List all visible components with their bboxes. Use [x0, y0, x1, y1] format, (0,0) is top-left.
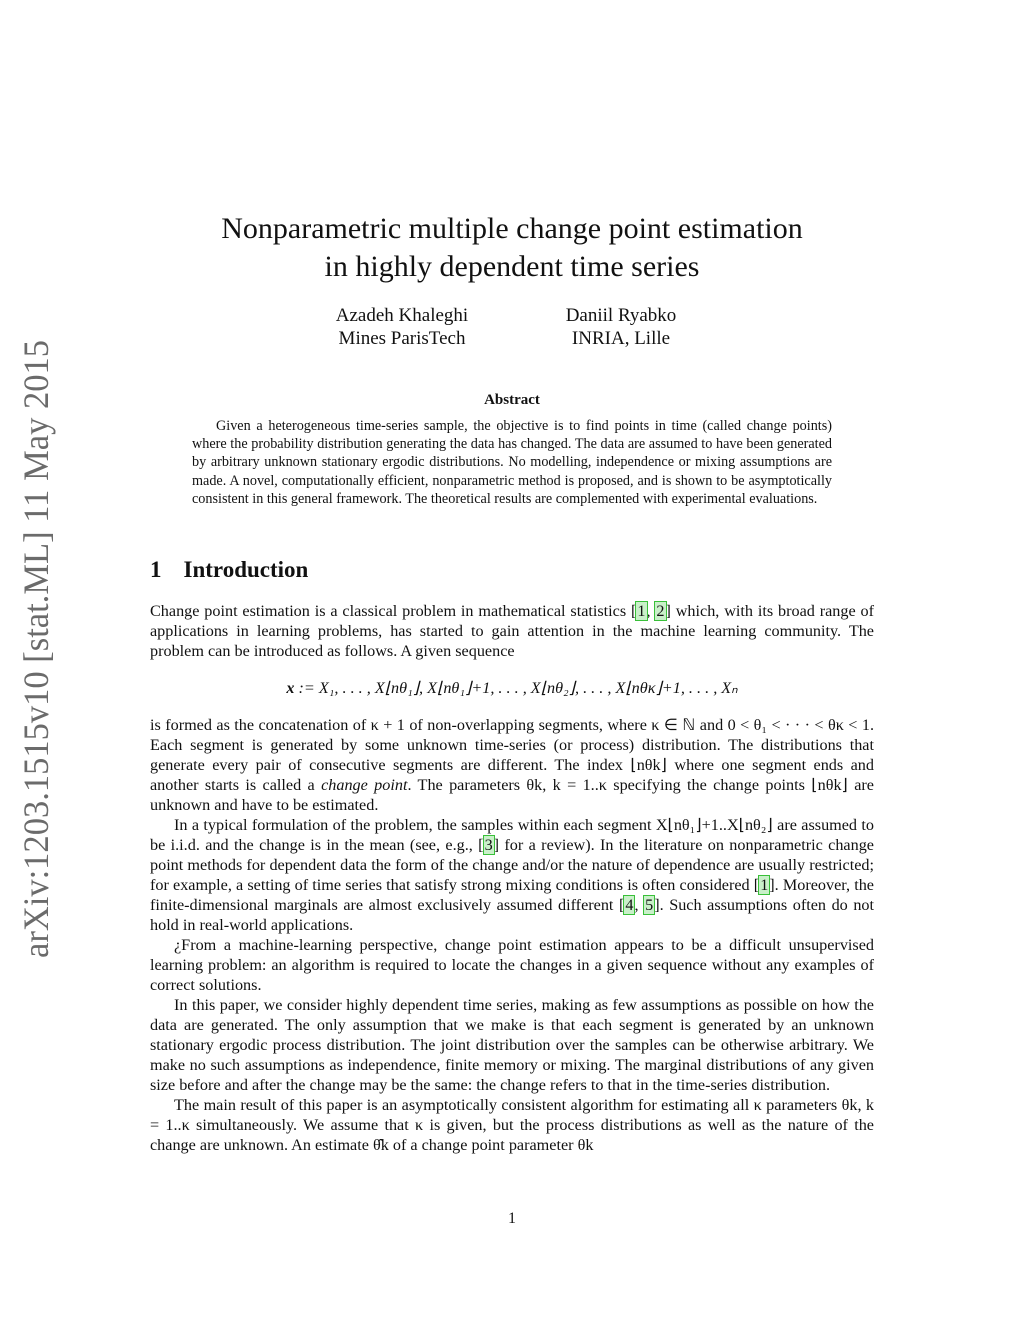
citation-link[interactable]: 1 — [760, 876, 769, 894]
section-number: 1 — [150, 557, 162, 582]
paragraph-5: In this paper, we consider highly dependent time series, making as few assumptions as possible on how the data are generated. The only assumption that we make is that each segment is generated by an unknown stationary ergodic process distribution. The joint distribution over the samples can be otherwise arbitrary. We make no such assumptions as independence, finite memory or mixing. The marginal distributions of any given size before and after the change may be the same: the change refers to that in the time-series distribution. — [150, 996, 874, 1094]
author-block-1 — [292, 304, 512, 350]
abstract-heading: Abstract — [484, 392, 540, 408]
paper-title — [150, 210, 874, 286]
sequence-equation — [150, 678, 874, 698]
citation-link[interactable]: 3 — [484, 836, 493, 854]
text-run: , — [646, 602, 656, 620]
emphasis-text: change point — [321, 776, 408, 794]
author-name: Azadeh Khaleghi — [335, 305, 469, 326]
text-run: for a review). In the literature on nonparametric change point methods for dependent data the form of the change and/or the nature of dependence are usually restricted; for example, a setting of time series that satisfy strong mixing conditions is often considered — [150, 836, 874, 894]
text-run: In a typical formulation of the problem, the samples within each segment X⌊nθ₁⌋+1..X⌊nθ₂⌋ are assumed to be i.i.d. and the change is in the mean (see, e.g., — [150, 816, 874, 854]
citation-link[interactable]: 5 — [645, 896, 654, 914]
text-run: . Such assumptions often do not hold in real-world applications. — [150, 896, 875, 934]
citation-link[interactable]: 1 — [637, 602, 646, 620]
page-number: 1 — [508, 1210, 516, 1227]
equation-body: := X₁, . . . , X⌊nθ₁⌋, X⌊nθ₁⌋+1, . . . , X⌊nθ₂⌋, . . . , X⌊nθκ⌋+1, . . . , Xₙ — [294, 679, 738, 697]
paragraph-6: The main result of this paper is an asymptotically consistent algorithm for estimating all κ parameters θk, k = 1..κ simultaneously. We assume that κ is given, but the process distributions as well as the nature of the change are unknown. An estimate θ̂k of a change point parameter θk — [150, 1096, 874, 1154]
text-run: . The parameters θk, k = 1..κ specifying the change points ⌊nθk⌋ are unknown and have to be estimated. — [150, 776, 874, 814]
text-run: , — [634, 896, 645, 914]
paragraph-2 — [150, 715, 874, 815]
equation-lhs: x — [286, 679, 295, 697]
section-heading — [150, 557, 308, 583]
paragraph-3: In a typical formulation of the problem, the samples within each segment X⌊nθ₁⌋+1..X⌊nθ₂⌋ are assumed to be i.i.d. and the change is in the mean (see, e.g., [3] for a review). In the literature on nonparametric change point methods for dependent data the form of the change and/or the nature of dependence are usually restricted; for example, a setting of time series that satisfy strong mixing conditions is often considered [1]. Moreover, the finite-dimensional marginals are almost exclusively assumed different [4, 5]. Such assumptions often do not hold in real-world applications. — [150, 816, 875, 934]
citation-link[interactable]: 4 — [625, 896, 634, 914]
author-name: Daniil Ryabko — [565, 305, 677, 326]
arxiv-stamp-text: arXiv:1203.1515v10 [stat.ML] 11 May 2015 — [16, 340, 56, 958]
title-line-2: in highly dependent time series — [324, 250, 700, 283]
arxiv-stamp — [15, 340, 59, 960]
author-affiliation: Mines ParisTech — [338, 328, 466, 349]
paragraph-4: ¿From a machine-learning perspective, change point estimation appears to be a difficult unsupervised learning problem: an algorithm is required to locate the changes in a given sequence without any examples of correct solutions. — [150, 936, 874, 994]
text-run: which, with its broad range of applications in learning problems, has started to gain attention in the machine learning community. The problem can be introduced as follows. A given sequence — [150, 602, 874, 660]
author-affiliation: INRIA, Lille — [571, 328, 671, 349]
abstract-text: Given a heterogeneous time-series sample, the objective is to find points in time (called change points) where the probability distribution generating the data has changed. The data are assumed to have been generated by arbitrary unknown stationary ergodic distributions. No modelling, independence or mixing assumptions are made. A novel, computationally efficient, nonparametric method is proposed, and is shown to be asymptotically consistent in this general framework. The theoretical results are complemented with experimental evaluations. — [192, 418, 832, 507]
text-run: Change point estimation is a classical problem in mathematical statistics — [150, 602, 632, 620]
body-text — [150, 715, 874, 1155]
text-run: is formed as the concatenation of κ + 1 of non-overlapping segments, where κ ∈ ℕ and 0 < θ₁ < · · · < θκ < 1. Each segment is generated by some unknown time-series (or process) distribution. The distributions that generate every pair of consecutive segments are different. The index ⌊nθk⌋ where one segment ends and another starts is called a — [150, 716, 874, 794]
paragraph-1: Change point estimation is a classical problem in mathematical statistics [1, 2] which, with its broad range of applications in learning problems, has started to gain attention in the machine learning community. The problem can be introduced as follows. A given sequence — [150, 602, 874, 660]
title-line-1: Nonparametric multiple change point estimation — [221, 212, 803, 245]
text-run: . Moreover, the finite-dimensional marginals are almost exclusively assumed different — [150, 876, 874, 914]
citation-link[interactable]: 2 — [656, 602, 665, 620]
author-block-2 — [511, 304, 731, 350]
section-title: Introduction — [183, 557, 309, 582]
